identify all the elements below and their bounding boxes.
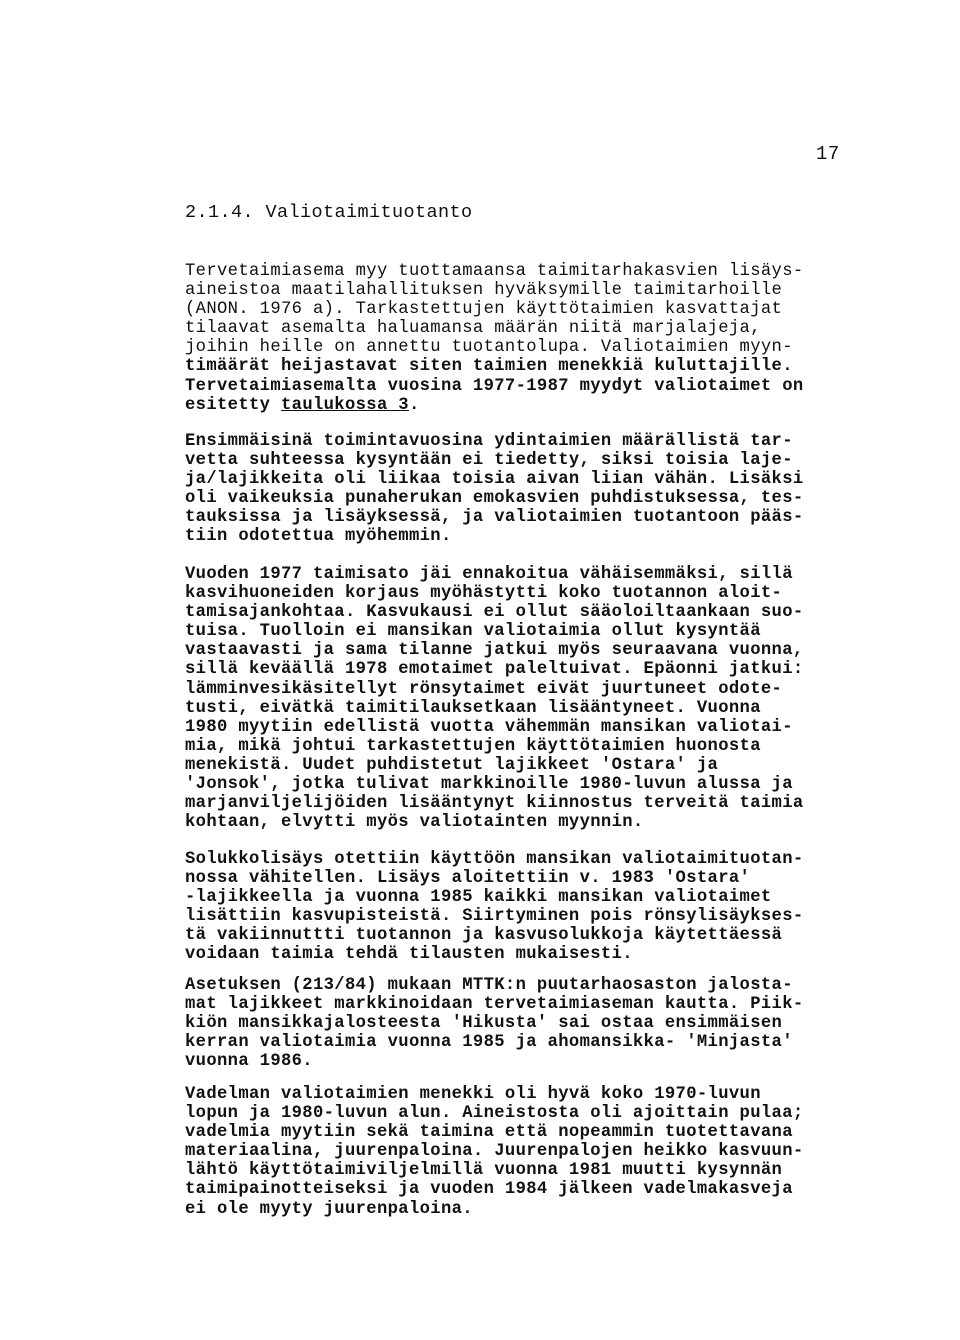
text-line: voidaan taimia tehdä tilausten mukaisesti.	[185, 945, 633, 965]
text-line: ja/lajikkeita oli liikaa toisia aivan liian vähän. Lisäksi	[185, 470, 804, 490]
text-line: tauksissa ja lisäyksessä, ja valiotaimien tuotantoon pääs-	[185, 508, 804, 528]
page-number: 17	[816, 143, 840, 165]
section-heading: 2.1.4. Valiotaimituotanto	[185, 202, 473, 223]
text-line: kasvihuoneiden korjaus myöhästytti koko tuotannon aloit-	[185, 584, 783, 604]
text-line: Vadelman valiotaimien menekki oli hyvä koko 1970-luvun	[185, 1085, 761, 1104]
text-line: tä vakiinnuttti tuotannon ja kasvusolukkoja käytettäessä	[185, 926, 783, 946]
paragraph-tissue-culture	[185, 850, 855, 965]
text-line: vadelmia myytiin sekä taimina että nopeammin tuotettavana	[185, 1123, 793, 1143]
text-line: tiin odotettua myöhemmin.	[185, 527, 452, 547]
text-line: timäärät heijastavat siten taimien menekkiä kuluttajille.	[185, 357, 793, 377]
text-line: kiön mansikkajalosteesta 'Hikusta' sai ostaa ensimmäisen	[185, 1014, 783, 1034]
text-line: Asetuksen (213/84) mukaan MTTK:n puutarhaosaston jalosta-	[185, 976, 793, 995]
text-line: vetta suhteessa kysyntään ei tiedetty, siksi toisia laje-	[185, 451, 793, 471]
text-line: marjanviljelijöiden lisääntynyt kiinnostus terveitä taimia	[185, 794, 804, 814]
text-line: tusti, eivätkä taimitilauksetkaan lisääntyneet. Vuonna	[185, 698, 761, 718]
text-line: Tervetaimiasemalta vuosina 1977-1987 myydyt valiotaimet on	[185, 376, 804, 396]
text-line: taimipainotteiseksi ja vuoden 1984 jälkeen vadelmakasveja	[185, 1180, 793, 1200]
text-line: joihin heille on annettu tuotantolupa. Valiotaimien myyn-	[185, 338, 793, 358]
text-line: 'Jonsok', jotka tulivat markkinoille 1980-luvun alussa ja	[185, 775, 793, 795]
text-line: lopun ja 1980-luvun alun. Aineistosta oli ajoittain pulaa;	[185, 1104, 804, 1124]
text-line: mia, mikä johtui tarkastettujen käyttötaimien huonosta	[185, 736, 761, 756]
text-line	[185, 396, 855, 415]
paragraph-1977-harvest	[185, 565, 855, 832]
table-reference-link[interactable]: taulukossa 3	[280, 395, 409, 415]
text-line: kerran valiotaimia vuonna 1985 ja ahomansikka- 'Minjasta'	[185, 1033, 793, 1053]
text-line: vastaavasti ja sama tilanne jatkui myös seuraavana vuonna,	[185, 641, 804, 661]
text-line: tamisajankohtaa. Kasvukausi ei ollut sääoloiltaankaan suo-	[185, 603, 804, 623]
text-line: kohtaan, elvytti myös valiotainten myynnin.	[185, 813, 644, 833]
text-line: aineistoa maatilahallituksen hyväksymille taimitarhoille	[185, 281, 783, 301]
text-line: Vuoden 1977 taimisato jäi ennakoitua vähäisemmäksi, sillä	[185, 565, 793, 584]
text-line: materiaalina, juurenpaloina. Juurenpalojen heikko kasvuun-	[185, 1142, 804, 1162]
text-line: oli vaikeuksia punaherukan emokasvien puhdistuksessa, tes-	[185, 489, 804, 509]
text-line: vuonna 1986.	[185, 1052, 313, 1072]
text-fragment: esitetty	[185, 395, 281, 415]
text-line: Ensimmäisinä toimintavuosina ydintaimien määrällistä tar-	[185, 432, 793, 451]
text-line: nossa vähitellen. Lisäys aloitettiin v. 1983 'Ostara'	[185, 869, 751, 889]
paragraph-raspberry	[185, 1085, 855, 1219]
text-fragment: .	[408, 395, 420, 415]
text-line: ei ole myyty juurenpaloina.	[185, 1199, 473, 1219]
text-line: tuisa. Tuolloin ei mansikan valiotaimia ollut kysyntää	[185, 622, 761, 642]
text-line: tilaavat asemalta haluamansa määrän niitä marjalajeja,	[185, 319, 761, 339]
text-line: mat lajikkeet markkinoidaan tervetaimiaseman kautta. Piik-	[185, 995, 804, 1015]
text-line: (ANON. 1976 a). Tarkastettujen käyttötaimien kasvattajat	[185, 300, 783, 320]
text-line: lisättiin kasvupisteistä. Siirtyminen pois rönsylisäykses-	[185, 907, 804, 927]
text-line: lämminvesikäsitellyt rönsytaimet eivät juurtuneet odote-	[185, 679, 783, 699]
text-line: menekistä. Uudet puhdistetut lajikkeet 'Ostara' ja	[185, 755, 719, 775]
paragraph-regulation	[185, 976, 855, 1071]
text-line: sillä keväällä 1978 emotaimet paleltuivat. Epäonni jatkui:	[185, 660, 804, 680]
text-line: -lajikkeella ja vuonna 1985 kaikki mansikan valiotaimet	[185, 888, 772, 908]
text-line: 1980 myytiin edellistä vuotta vähemmän mansikan valiotai-	[185, 717, 793, 737]
text-line: Tervetaimiasema myy tuottamaansa taimitarhakasvien lisäys-	[185, 262, 804, 281]
text-line: lähtö käyttötaimiviljelmillä vuonna 1981 muutti kysynnän	[185, 1161, 783, 1181]
paragraph-early-years	[185, 432, 855, 547]
text-line: Solukkolisäys otettiin käyttöön mansikan valiotaimituotan-	[185, 850, 804, 869]
paragraph-intro	[185, 262, 855, 415]
